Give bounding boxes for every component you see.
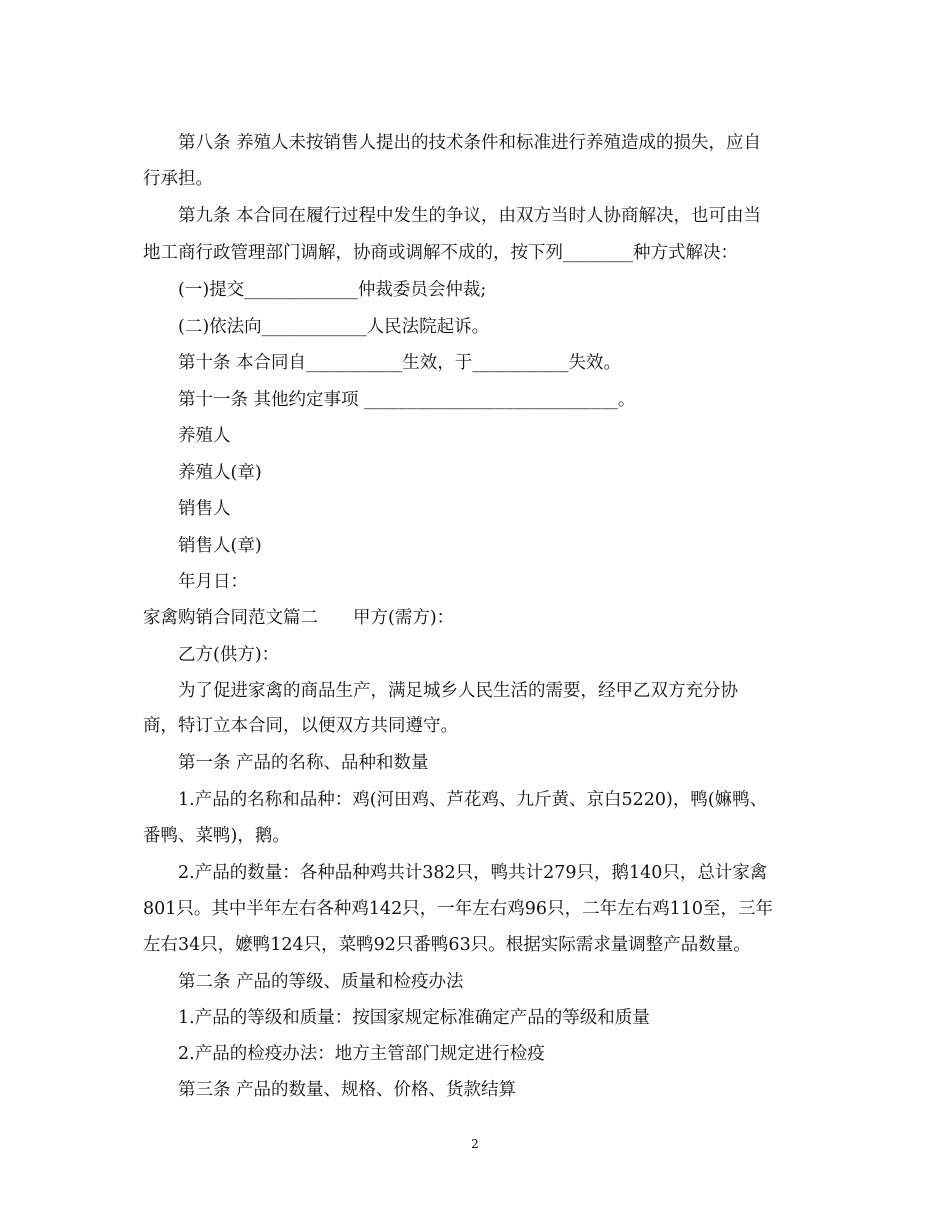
- clause-9-line-2: 地工商行政管理部门调解，协商或调解不成的，按下列________种方式解决：: [143, 243, 738, 263]
- article-1-item-2-line-1: 2.产品的数量：各种品种鸡共计382只，鸭共计279只，鹅140只，总计家禽: [178, 863, 768, 883]
- party-b: 乙方(供方)：: [178, 645, 280, 665]
- clause-11: 第十一条 其他约定事项 _____________________________。: [178, 390, 636, 410]
- clause-8-line-1: 第八条 养殖人未按销售人提出的技术条件和标准进行养殖造成的损失，应自: [178, 133, 762, 153]
- page-number: 2: [471, 1137, 479, 1151]
- article-2-item-2: 2.产品的检疫办法：地方主管部门规定进行检疫: [178, 1044, 545, 1064]
- article-2-item-1: 1.产品的等级和质量：按国家规定标准确定产品的等级和质量: [178, 1008, 650, 1028]
- section-title-2: 家禽购销合同范文篇二 甲方(需方)：: [143, 608, 455, 628]
- preamble-line-1: 为了促进家禽的商品生产，满足城乡人民生活的需要，经甲乙双方充分协: [178, 681, 738, 701]
- article-1-item-1-line-1: 1.产品的名称和品种：鸡(河田鸡、芦花鸡、九斤黄、京白5220)，鸭(嫲鸭、: [178, 790, 768, 810]
- clause-9-option-1: (一)提交_____________仲裁委员会仲裁;: [178, 280, 487, 300]
- signature-breeder: 养殖人: [178, 426, 231, 446]
- article-1-item-2-line-3: 左右34只，嬷鸭124只，菜鸭92只番鸭63只。根据实际需求量调整产品数量。: [143, 935, 751, 955]
- article-2-heading: 第二条 产品的等级、质量和检疫办法: [178, 972, 464, 992]
- article-1-heading: 第一条 产品的名称、品种和数量: [178, 753, 429, 773]
- article-3-heading: 第三条 产品的数量、规格、价格、货款结算: [178, 1080, 517, 1100]
- clause-8-line-2: 行承担。: [143, 169, 213, 189]
- article-1-item-2-line-2: 801只。其中半年左右各种鸡142只，一年左右鸡96只，二年左右鸡110至，三年: [143, 899, 773, 919]
- signature-seller-seal: 销售人(章): [178, 536, 262, 556]
- signature-breeder-seal: 养殖人(章): [178, 463, 262, 483]
- clause-9-line-1: 第九条 本合同在履行过程中发生的争议，由双方当时人协商解决，也可由当: [178, 206, 762, 226]
- clause-9-option-2: (二)依法向____________人民法院起诉。: [178, 317, 490, 337]
- signature-seller: 销售人: [178, 499, 231, 519]
- clause-10: 第十条 本合同自___________生效，于___________失效。: [178, 353, 622, 373]
- preamble-line-2: 商，特订立本合同，以便双方共同遵守。: [143, 716, 458, 736]
- article-1-item-1-line-2: 番鸭、菜鸭)，鹅。: [143, 826, 290, 846]
- signature-date: 年月日：: [178, 572, 248, 592]
